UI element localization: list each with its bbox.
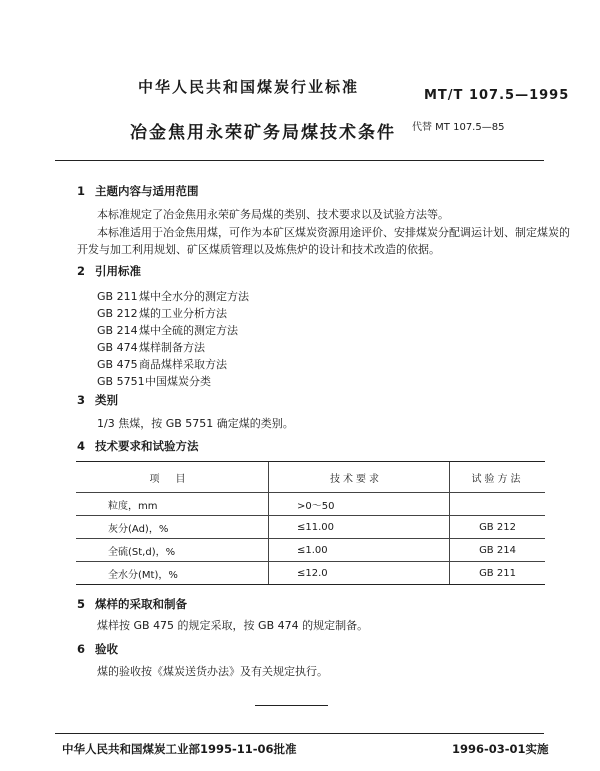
section-number: 4: [77, 439, 86, 453]
section-3-heading: [77, 392, 118, 408]
column-header-method: 试验方法: [450, 462, 546, 493]
section-5-paragraph: 煤样按 GB 475 的规定采取，按 GB 474 的规定制备。: [97, 619, 369, 632]
cell-method: GB 212: [450, 516, 546, 539]
approval-line: 中华人民共和国煤炭工业部1995-11-06批准: [62, 742, 297, 756]
standard-ref-name: 中国煤炭分类: [145, 375, 211, 388]
implementation-date: 1996-03-01实施: [452, 742, 549, 756]
replaces-note: 代替 MT 107.5—85: [412, 122, 505, 133]
table-row: [76, 539, 545, 562]
section-number: 3: [77, 393, 86, 407]
standard-ref-code: GB 5751: [97, 375, 145, 388]
document-title: 冶金焦用永荣矿务局煤技术条件: [130, 123, 396, 143]
standard-ref-code: GB 475: [97, 358, 138, 371]
cell-item: 全水分(Mt)，%: [76, 562, 269, 585]
standard-ref-name: 煤中全水分的测定方法: [139, 290, 249, 303]
standard-code: MT/T 107.5—1995: [424, 88, 570, 103]
cell-requirement: ≤1.00: [269, 539, 450, 562]
standard-ref-code: GB 474: [97, 341, 138, 354]
reference-standard: [97, 322, 238, 338]
table-row: [76, 562, 545, 585]
cell-item: 粒度，mm: [76, 493, 269, 516]
table-row: [76, 516, 545, 539]
standard-ref-name: 煤样制备方法: [139, 341, 205, 354]
standard-ref-code: GB 211: [97, 290, 138, 303]
cell-method: GB 211: [450, 562, 546, 585]
section-1-paragraph-1: 本标准规定了冶金焦用永荣矿务局煤的类别、技术要求以及试验方法等。: [97, 208, 449, 221]
footer-divider: [55, 733, 544, 734]
cell-method: GB 214: [450, 539, 546, 562]
section-1-paragraph-2-line-1: 本标准适用于冶金焦用煤，可作为本矿区煤炭资源用途评价、安排煤炭分配调运计划、制定煤炭的: [97, 226, 570, 239]
cell-item: 灰分(Ad)，%: [76, 516, 269, 539]
cell-requirement: ≤12.0: [269, 562, 450, 585]
table-header-row: [76, 462, 545, 493]
reference-standard: [97, 373, 211, 389]
standard-category: 中华人民共和国煤炭行业标准: [138, 78, 360, 96]
section-3-paragraph: 1/3 焦煤，按 GB 5751 确定煤的类别。: [97, 417, 294, 430]
column-header-requirement: 技术要求: [269, 462, 450, 493]
reference-standard: [97, 339, 205, 355]
section-6-paragraph: 煤的验收按《煤炭送货办法》及有关规定执行。: [97, 665, 328, 678]
cell-item: 全硫(St,d)，%: [76, 539, 269, 562]
section-title: 类别: [95, 393, 118, 407]
reference-standard: [97, 356, 227, 372]
section-1-heading: [77, 183, 199, 199]
end-of-text-rule: [255, 705, 328, 706]
cell-requirement: ≤11.00: [269, 516, 450, 539]
section-number: 1: [77, 184, 86, 198]
standard-ref-code: GB 214: [97, 324, 138, 337]
header-divider: [55, 160, 544, 161]
section-title: 引用标准: [95, 264, 141, 278]
table-row: [76, 493, 545, 516]
reference-standard: [97, 288, 249, 304]
standard-ref-code: GB 212: [97, 307, 138, 320]
technical-requirements-table: [76, 461, 545, 585]
reference-standard: [97, 305, 227, 321]
section-6-heading: [77, 641, 118, 657]
section-title: 技术要求和试验方法: [95, 439, 199, 453]
section-2-heading: [77, 263, 141, 279]
standard-ref-name: 商品煤样采取方法: [139, 358, 227, 371]
section-5-heading: [77, 596, 187, 612]
standard-ref-name: 煤的工业分析方法: [139, 307, 227, 320]
section-number: 5: [77, 597, 86, 611]
section-number: 2: [77, 264, 86, 278]
section-title: 验收: [95, 642, 118, 656]
section-number: 6: [77, 642, 86, 656]
cell-requirement: >0～50: [269, 493, 450, 516]
standard-ref-name: 煤中全硫的测定方法: [139, 324, 238, 337]
section-title: 煤样的采取和制备: [95, 597, 187, 611]
cell-method: [450, 493, 546, 516]
column-header-item: 项 目: [76, 462, 269, 493]
section-1-paragraph-2-line-2: 开发与加工利用规划、矿区煤质管理以及炼焦炉的设计和技术改造的依据。: [77, 243, 440, 256]
section-4-heading: [77, 438, 199, 454]
section-title: 主题内容与适用范围: [95, 184, 199, 198]
